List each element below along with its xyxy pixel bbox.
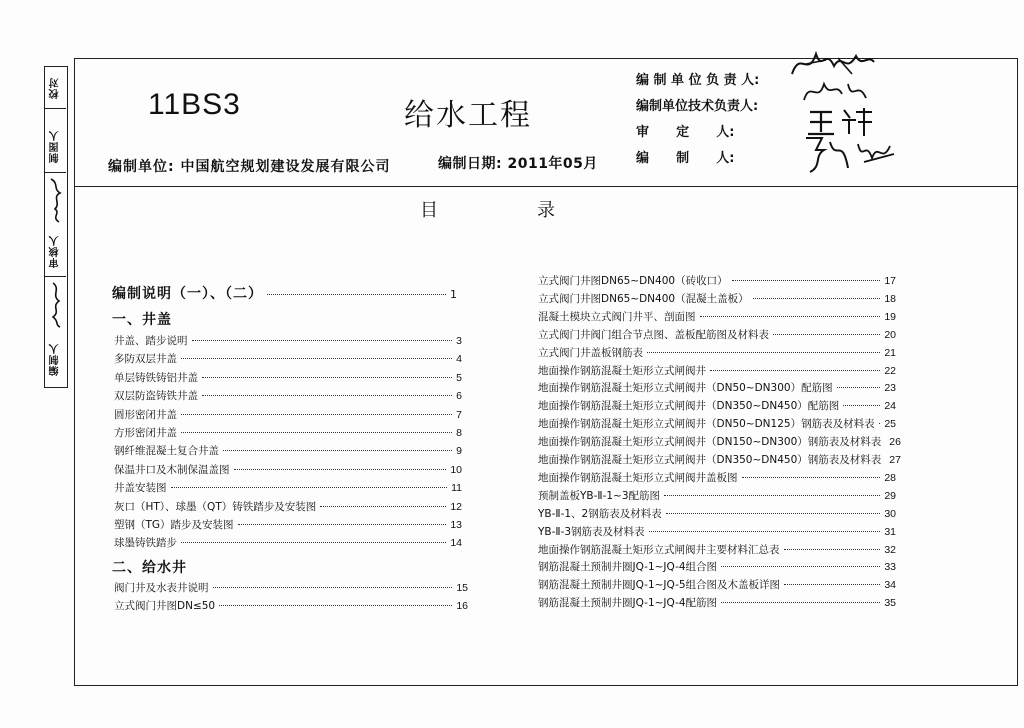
toc-entry-title: 立式阀门井图DN65~DN400（砖收口） bbox=[538, 275, 728, 287]
role-unit-head: 编 制 单 位 负 责 人: bbox=[636, 72, 760, 88]
toc-entry-page: 31 bbox=[884, 525, 896, 538]
toc-entry bbox=[114, 407, 462, 422]
toc-leader-dots bbox=[202, 395, 452, 396]
toc-entry bbox=[538, 363, 896, 378]
toc-leader-dots bbox=[320, 506, 446, 507]
toc-title-first-char: 目 bbox=[420, 200, 438, 221]
toc-entry-page: 23 bbox=[884, 382, 896, 395]
toc-entry-page: 28 bbox=[884, 471, 896, 484]
toc-entry bbox=[538, 434, 901, 449]
toc-entry-title: 灰口（HT）、球墨（QT）铸铁踏步及安装图 bbox=[114, 500, 317, 513]
strip-signature-1 bbox=[47, 175, 65, 225]
toc-entry bbox=[538, 577, 896, 592]
toc-leader-dots bbox=[784, 584, 880, 585]
toc-entry-page: 4 bbox=[456, 353, 462, 366]
strip-signature-2 bbox=[47, 279, 65, 329]
toc-entry-title: 地面操作钢筋混凝土矩形立式闸阀井（DN350~DN450）配筋图 bbox=[538, 400, 840, 413]
toc-leader-dots bbox=[700, 316, 881, 317]
toc-entry-title: 球墨铸铁踏步 bbox=[114, 537, 177, 550]
toc-entry-page: 34 bbox=[884, 579, 896, 592]
toc-entry-page: 33 bbox=[884, 561, 896, 574]
toc-leader-dots bbox=[721, 602, 880, 603]
toc-entry-page: 6 bbox=[456, 390, 462, 403]
toc-leader-dots bbox=[843, 405, 880, 406]
toc-leader-dots bbox=[721, 566, 880, 567]
toc-leader-dots bbox=[773, 334, 880, 335]
toc-entry-title: 混凝土模块立式阀门井平、剖面图 bbox=[538, 310, 696, 323]
toc-entry bbox=[538, 542, 896, 557]
role-approver: 审 定 人: bbox=[636, 124, 735, 140]
toc-entry-title: 地面操作钢筋混凝土矩形立式闸阀井（DN50~DN125）钢筋表及材料表 bbox=[538, 418, 875, 431]
toc-entry bbox=[538, 398, 896, 413]
toc-entry-title: 保温井口及木制保温盖图 bbox=[114, 463, 230, 476]
toc-entry-title: 地面操作钢筋混凝土矩形立式闸阀井盖板图 bbox=[538, 471, 738, 484]
section-manhole-covers: 一、井盖 bbox=[112, 312, 172, 328]
toc-leader-dots bbox=[267, 294, 446, 295]
toc-entry bbox=[538, 559, 896, 574]
toc-entry-page: 22 bbox=[884, 364, 896, 377]
toc-entry bbox=[538, 291, 896, 306]
toc-entry bbox=[538, 380, 896, 395]
toc-entry-page: 14 bbox=[450, 537, 462, 550]
toc-entry-page: 29 bbox=[884, 489, 896, 502]
toc-entry-title: 钢纤维混凝土复合井盖 bbox=[114, 445, 219, 458]
toc-leader-dots bbox=[181, 358, 452, 359]
toc-entry bbox=[538, 470, 896, 485]
signature-strip bbox=[44, 66, 68, 388]
toc-entry-page: 9 bbox=[456, 445, 462, 458]
toc-entry-page: 25 bbox=[884, 418, 896, 431]
toc-entry bbox=[538, 452, 901, 467]
toc-leader-dots bbox=[742, 477, 881, 478]
toc-entry-page: 16 bbox=[456, 600, 468, 613]
toc-entry-title: 立式阀门井图DN≤50 bbox=[114, 600, 216, 613]
header-divider bbox=[74, 186, 1018, 187]
toc-entry bbox=[114, 443, 462, 458]
toc-entry-page: 27 bbox=[889, 454, 901, 466]
toc-entry-title: 立式阀门井盖板钢筋表 bbox=[538, 346, 643, 359]
toc-entry bbox=[538, 345, 896, 360]
toc-entry-title: 预制盖板YB-Ⅱ-1~3配筋图 bbox=[538, 489, 661, 502]
toc-leader-dots bbox=[202, 377, 452, 378]
toc-title-second-char: 录 bbox=[537, 200, 555, 221]
strip-cell-reviewer bbox=[45, 227, 66, 277]
toc-leader-dots bbox=[647, 352, 880, 353]
toc-leader-dots bbox=[192, 340, 453, 341]
compiling-unit: 编制单位: 中国航空规划建设发展有限公司 bbox=[108, 159, 391, 175]
toc-leader-dots bbox=[732, 280, 881, 281]
toc-entry bbox=[538, 327, 896, 342]
toc-entry bbox=[538, 506, 896, 521]
toc-entry bbox=[114, 388, 462, 403]
toc-entry-title: 井盖安装图 bbox=[114, 482, 167, 495]
toc-entry-page: 18 bbox=[884, 292, 896, 305]
tech-head-signature bbox=[800, 76, 870, 106]
toc-entry-title: 双层防盗铸铁井盖 bbox=[114, 390, 198, 403]
toc-entry bbox=[114, 333, 462, 348]
strip-editor-label: 编制人 bbox=[50, 342, 61, 376]
toc-entry-page: 7 bbox=[456, 408, 462, 421]
toc-entry bbox=[114, 480, 462, 495]
toc-entry-page: 8 bbox=[456, 427, 462, 439]
strip-cell-drafter bbox=[45, 121, 66, 173]
toc-entry-title: 立式阀门井阀门组合节点图、盖板配筋图及材料表 bbox=[538, 328, 769, 341]
toc-entry-page: 13 bbox=[450, 519, 462, 531]
toc-leader-dots bbox=[223, 450, 452, 451]
toc-entry bbox=[538, 595, 896, 610]
toc-leader-dots bbox=[753, 298, 881, 299]
toc-leader-dots bbox=[710, 370, 880, 371]
toc-leader-dots bbox=[213, 587, 453, 588]
toc-leader-dots bbox=[234, 469, 447, 470]
toc-leader-dots bbox=[837, 387, 881, 388]
toc-entry-page: 5 bbox=[456, 371, 462, 384]
toc-entry-page: 11 bbox=[451, 482, 462, 495]
toc-entry-title: 钢筋混凝土预制井圈JQ-1~JQ-4配筋图 bbox=[538, 597, 718, 610]
toc-entry-page: 32 bbox=[884, 543, 896, 556]
toc-entry-title: 塑钢（TG）踏步及安装图 bbox=[114, 519, 234, 531]
toc-leader-dots bbox=[784, 549, 881, 550]
toc-leader-dots bbox=[649, 531, 881, 532]
toc-entry-page: 19 bbox=[884, 310, 896, 323]
toc-entry bbox=[114, 370, 462, 385]
toc-entry-page: 17 bbox=[884, 275, 896, 287]
toc-entry-title: 立式阀门井图DN65~DN400（混凝土盖板） bbox=[538, 292, 749, 305]
toc-lead-entry: 编制说明（一）、（二） 1 bbox=[112, 286, 458, 302]
toc-entry-title: 钢筋混凝土预制井圈JQ-1~JQ-5组合图及木盖板详图 bbox=[538, 579, 781, 592]
toc-entry bbox=[114, 598, 468, 613]
toc-entry-page: 12 bbox=[450, 500, 462, 513]
strip-reviewer-label: 审核人 bbox=[50, 235, 61, 268]
toc-entry-title: 方形密闭井盖 bbox=[114, 427, 177, 439]
toc-entry-title: YB-Ⅱ-1、2钢筋表及材料表 bbox=[538, 507, 662, 520]
toc-entry-page: 35 bbox=[884, 597, 896, 610]
strip-checker-label: 校对 bbox=[50, 76, 61, 99]
toc-leader-dots bbox=[181, 432, 452, 433]
toc-entry-title: 多防双层井盖 bbox=[114, 353, 177, 366]
atlas-title: 给水工程 bbox=[404, 98, 532, 133]
toc-entry bbox=[114, 351, 462, 366]
toc-entry bbox=[114, 517, 462, 532]
toc-entry-page: 24 bbox=[884, 400, 896, 413]
toc-entry-title: 地面操作钢筋混凝土矩形立式闸阀井主要材料汇总表 bbox=[538, 543, 780, 556]
toc-entry-page: 20 bbox=[884, 328, 896, 341]
toc-leader-dots bbox=[181, 414, 452, 415]
toc-entry-page: 30 bbox=[884, 507, 896, 520]
toc-leader-dots bbox=[171, 487, 448, 488]
toc-entry bbox=[538, 488, 896, 503]
section-water-wells: 二、给水井 bbox=[112, 560, 187, 576]
toc-entry bbox=[538, 309, 896, 324]
toc-leader-dots bbox=[664, 495, 880, 496]
editor-signature bbox=[800, 132, 900, 178]
toc-entry-title: YB-Ⅱ-3钢筋表及材料表 bbox=[538, 525, 645, 538]
strip-cell-checker bbox=[45, 67, 66, 109]
role-editor: 编 制 人: bbox=[636, 150, 735, 166]
toc-entry-title: 地面操作钢筋混凝土矩形立式闸阀井 bbox=[538, 364, 706, 377]
toc-entry-page: 15 bbox=[456, 582, 468, 594]
strip-cell-editor bbox=[45, 333, 66, 385]
toc-leader-dots bbox=[219, 605, 452, 606]
compiling-date: 编制日期: 2011年05月 bbox=[438, 156, 598, 172]
toc-entry bbox=[114, 499, 462, 514]
toc-entry-page: 3 bbox=[456, 335, 462, 347]
atlas-code: 11BS3 bbox=[148, 88, 241, 121]
toc-entry bbox=[538, 416, 896, 431]
toc-entry-title: 单层铸铁铸铝井盖 bbox=[114, 371, 198, 384]
toc-entry-page: 21 bbox=[884, 346, 896, 359]
toc-leader-dots bbox=[238, 524, 447, 525]
toc-entry bbox=[114, 580, 468, 595]
toc-entry-title: 阀门井及水表井说明 bbox=[114, 582, 209, 594]
toc-leader-dots bbox=[666, 513, 881, 514]
role-tech-head: 编制单位技术负责人: bbox=[636, 98, 759, 114]
toc-entry bbox=[114, 462, 462, 477]
toc-entry bbox=[538, 524, 896, 539]
toc-entry bbox=[538, 273, 896, 288]
toc-entry-title: 井盖、踏步说明 bbox=[114, 335, 188, 347]
toc-entry bbox=[114, 535, 462, 550]
toc-entry-title: 钢筋混凝土预制井圈JQ-1~JQ-4组合图 bbox=[538, 561, 718, 574]
toc-entry-title: 圆形密闭井盖 bbox=[114, 408, 177, 421]
strip-drafter-label: 制图人 bbox=[50, 130, 61, 163]
toc-entry-page: 26 bbox=[889, 436, 901, 449]
toc-leader-dots bbox=[181, 542, 446, 543]
toc-entry-title: 地面操作钢筋混凝土矩形立式闸阀井（DN150~DN300）钢筋表及材料表 bbox=[538, 436, 882, 449]
toc-entry-title: 地面操作钢筋混凝土矩形立式闸阀井（DN350~DN450）钢筋表及材料表 bbox=[538, 454, 882, 466]
toc-entry-title: 地面操作钢筋混凝土矩形立式闸阀井（DN50~DN300）配筋图 bbox=[538, 382, 833, 395]
toc-leader-dots bbox=[879, 423, 881, 424]
toc-entry bbox=[114, 425, 462, 440]
toc-entry-page: 10 bbox=[450, 463, 462, 476]
